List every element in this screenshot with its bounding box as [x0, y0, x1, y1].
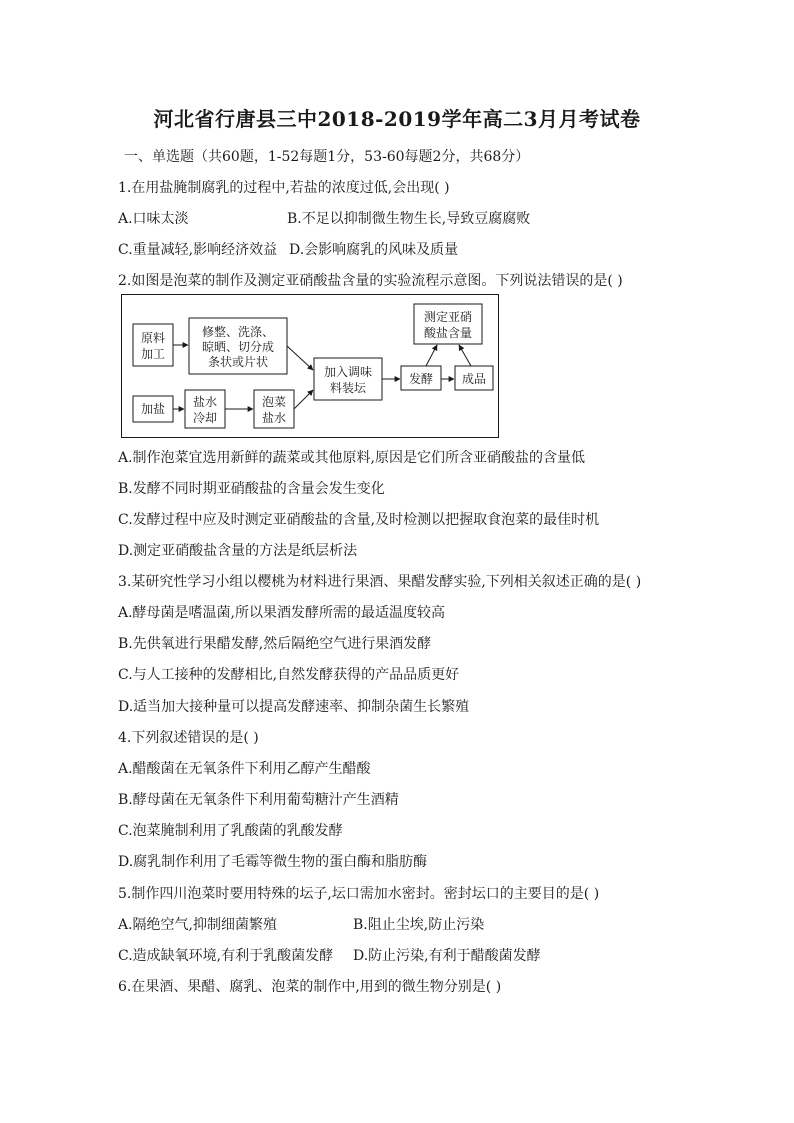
- label-pickle-2: 盐水: [261, 411, 287, 425]
- label-measure-1: 测定亚硝: [423, 310, 473, 324]
- question-2-option-d: D.测定亚硝酸盐含量的方法是纸层析法: [118, 543, 358, 559]
- question-3-option-d: D.适当加大接种量可以提高发酵速率、抑制杂菌生长繁殖: [118, 699, 470, 715]
- label-add-salt: 加盐: [140, 402, 166, 416]
- question-4-option-a: A.醋酸菌在无氧条件下利用乙醇产生醋酸: [118, 761, 371, 777]
- question-5-stem: 5.制作四川泡菜时要用特殊的坛子,坛口需加水密封。密封坛口的主要目的是( ): [118, 886, 600, 902]
- pickle-process-diagram: [121, 294, 499, 438]
- question-1-option-a: A.口味太淡: [118, 211, 189, 227]
- label-product: 成品: [461, 372, 487, 386]
- label-ferment: 发酵: [408, 372, 434, 386]
- label-jar-1: 加入调味: [323, 365, 373, 379]
- question-1-stem: 1.在用盐腌制腐乳的过程中,若盐的浓度过低,会出现( ): [118, 180, 450, 196]
- question-3-option-a: A.酵母菌是嗜温菌,所以果酒发酵所需的最适温度较高: [118, 605, 446, 621]
- question-4-option-c: C.泡菜腌制利用了乳酸菌的乳酸发酵: [118, 823, 343, 839]
- label-measure-2: 酸盐含量: [423, 326, 473, 340]
- question-3-option-c: C.与人工接种的发酵相比,自然发酵获得的产品品质更好: [118, 667, 460, 683]
- question-2-option-a: A.制作泡菜宜选用新鲜的蔬菜或其他原料,原因是它们所含亚硝酸盐的含量低: [118, 450, 586, 466]
- question-1-option-d: D.会影响腐乳的风味及质量: [289, 242, 459, 258]
- question-2-stem: 2.如图是泡菜的制作及测定亚硝酸盐含量的实验流程示意图。下列说法错误的是( ): [118, 273, 623, 289]
- question-4-stem: 4.下列叙述错误的是( ): [118, 730, 259, 746]
- arrow-ferment-to-measure: [426, 345, 437, 366]
- question-3-stem: 3.某研究性学习小组以樱桃为材料进行果酒、果醋发酵实验,下列相关叙述正确的是( ): [118, 574, 642, 590]
- question-3-option-b: B.先供氧进行果醋发酵,然后隔绝空气进行果酒发酵: [118, 636, 432, 652]
- label-trim-3: 条状或片状: [207, 355, 269, 369]
- question-2-option-c: C.发酵过程中应及时测定亚硝酸盐的含量,及时检测以把握取食泡菜的最佳时机: [118, 512, 600, 528]
- arrow-trim-to-jar: [287, 346, 313, 370]
- question-5-option-c: C.造成缺氧环境,有利于乳酸菌发酵: [118, 948, 334, 964]
- question-1-option-c: C.重量减轻,影响经济效益: [118, 242, 278, 258]
- question-4-option-b: B.酵母菌在无氧条件下利用葡萄糖汁产生酒精: [118, 792, 399, 808]
- question-2-option-b: B.发酵不同时期亚硝酸盐的含量会发生变化: [118, 481, 385, 497]
- label-brine-2: 冷却: [192, 411, 218, 425]
- question-1-option-b: B.不足以抑制微生物生长,导致豆腐腐败: [287, 211, 531, 227]
- flowchart: [121, 294, 499, 438]
- section-heading: 一、单选题（共60题，1-52每题1分，53-60每题2分，共68分）: [124, 149, 530, 165]
- question-5-option-b: B.阻止尘埃,防止污染: [353, 917, 485, 933]
- question-5-option-d: D.防止污染,有利于醋酸菌发酵: [353, 948, 541, 964]
- question-6-stem: 6.在果酒、果醋、腐乳、泡菜的制作中,用到的微生物分别是( ): [118, 979, 502, 995]
- question-5-option-a: A.隔绝空气,抑制细菌繁殖: [118, 917, 278, 933]
- arrow-product-to-measure: [459, 345, 471, 366]
- label-raw-1: 原料: [140, 331, 166, 345]
- label-jar-2: 料装坛: [329, 381, 367, 395]
- label-pickle-1: 泡菜: [261, 395, 287, 409]
- label-brine-1: 盐水: [192, 395, 218, 409]
- label-raw-2: 加工: [140, 347, 166, 361]
- arrow-pickle-to-jar: [294, 390, 313, 409]
- question-4-option-d: D.腐乳制作利用了毛霉等微生物的蛋白酶和脂肪酶: [118, 854, 428, 870]
- exam-title: 河北省行唐县三中2018-2019学年高二3月月考试卷: [153, 107, 641, 131]
- label-trim-1: 修整、洗涤、: [201, 325, 275, 339]
- label-trim-2: 晾晒、切分成: [201, 340, 275, 354]
